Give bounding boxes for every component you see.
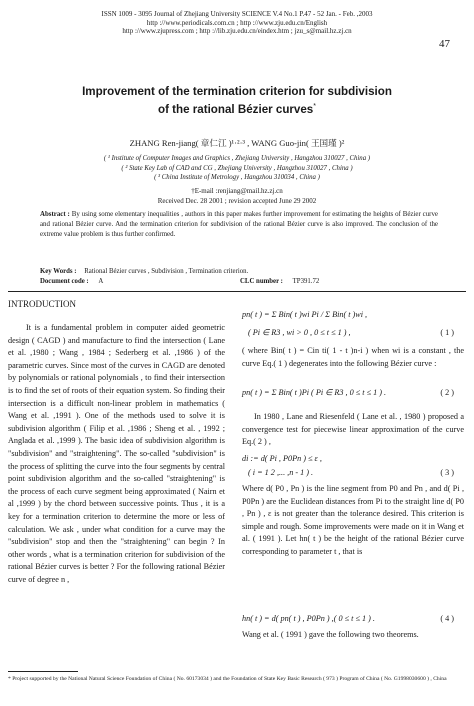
right-column [242, 299, 464, 669]
journal-urls-1: http ://www.periodicals.com.cn ; http ://www.zju.edu.cn/English [146, 18, 328, 27]
journal-urls-2: http ://www.zjupress.com ; http ://lib.zju.edu.cn/eindex.htm ; jzu_s@mail.hz.zj.cn [122, 27, 352, 35]
equation-4: hn( t ) = d( pn( t ) , P0Pn ) ,( 0 ≤ t ≤ 1 ) . [242, 614, 375, 623]
email: †E-mail :renjiang@mail.hz.zj.cn [191, 187, 283, 195]
affiliation-block [0, 154, 474, 183]
author-list: ZHANG Ren-jiang( 章仁江 )¹·²·³ , WANG Guo-jin( 王国瑾 )² [129, 138, 345, 148]
keywords-line [40, 268, 248, 275]
equation-1-line-1: pn( t ) = Σ Bin( t )wi Pi / Σ Bin( t )wi , [242, 310, 368, 319]
section-heading-introduction: INTRODUCTION [8, 299, 76, 309]
paragraph-lane-riesenfeld: In 1980 , Lane and Riesenfeld ( Lane et al. , 1980 ) proposed a convergence test for piecewise linear approximation of the curve Eq.( 2 ) , [242, 412, 464, 447]
journal-header [0, 10, 474, 36]
document-code-line [40, 278, 103, 285]
doccode-value: A [98, 278, 104, 285]
keywords-text: Rational Bézier curves , Subdivision , Termination criterion. [84, 268, 249, 275]
abstract-text: By using some elementary inequalities , authors in this paper makes further improvement for estimating the heights of Bézier curve and rational Bézier curve. And the termination criterion for subdivision of the rational Bézier curve is also improved. The conclusion of the extreme value problem is thus further confirmed. [40, 211, 438, 238]
doccode-label: Document code : [40, 278, 89, 285]
equation-1-line-2: ( Pi ∈ R3 , wi > 0 , 0 ≤ t ≤ 1 ) , [248, 328, 351, 337]
footnote: * Project supported by the National Natural Science Foundation of China ( No. 60173034 ) and the Foundation of State Key Basic Research ( 973 ) Program of China ( No. G1998030600 ) , China [8, 676, 447, 682]
page-number: 47 [439, 38, 450, 50]
equation-4-number: ( 4 ) [440, 614, 454, 623]
title-line-2: of the rational Bézier curves* [157, 102, 316, 116]
affiliation-3: ( ³ China Institute of Metrology , Hangzhou 310034 , China ) [154, 174, 320, 181]
keywords-label: Key Words : [40, 268, 77, 275]
clc-value: TP391.72 [292, 278, 320, 285]
paragraph-bezier-degenerate: ( where Bin( t ) = Cin ti( 1 - t )n-i ) when wi is a constant , the curve Eq.( 1 ) degenerates into the following Bézier curve : [242, 346, 464, 368]
paper-title [0, 84, 474, 117]
equation-3-line-1: di := d( Pi , P0Pn ) ≤ ε , [242, 454, 322, 463]
journal-citation: ISSN 1009 - 3095 Journal of Zhejiang University SCIENCE V.4 No.1 P.47 - 52 Jan. - Feb. ,2003 [101, 10, 373, 18]
title-footnote-mark: * [313, 103, 316, 110]
footnote-rule [8, 671, 78, 672]
clc-label: CLC number : [240, 278, 283, 285]
paragraph-theorems: Wang et al. ( 1991 ) gave the following two theorems. [242, 630, 419, 639]
received-date: Received Dec. 28 2001 ; revision accepted June 29 2002 [157, 197, 317, 205]
clc-line [240, 278, 319, 285]
equation-1-number: ( 1 ) [440, 328, 454, 337]
affiliation-1: ( ¹ Institute of Computer Images and Graphics , Zhejiang University , Hangzhou 310027 , China ) [103, 155, 371, 162]
abstract [40, 210, 438, 239]
equation-2-number: ( 2 ) [440, 388, 454, 397]
paragraph-criterion: Where d( P0 , Pn ) is the line segment from P0 and Pn , and d( Pi , P0Pn ) are the Euclidean distances from Pi to the straight line d( P0 , Pn ) , ε is not greater than the tolerance desired. This criterion is simple and rough. Some improvements were made on it in Wang et al. ( 1991 ). Let hn( t ) be the height of the rational Bézier curve corresponding to parameter t , that is [242, 484, 464, 556]
header-rule [8, 291, 466, 292]
affiliation-2: ( ² State Key Lab of CAD and CG , Zhejiang University , Hangzhou 310027 , China ) [121, 164, 353, 172]
equation-2: pn( t ) = Σ Bin( t )Pi ( Pi ∈ R3 , 0 ≤ t ≤ 1 ) . [242, 388, 387, 397]
intro-paragraph: It is a fundamental problem in computer aided geometric design ( CAGD ) and manufacture to find the intersection ( Lane et al. ,1980 ; Wang , 1984 ; Sederberg et al. ,1986 ) of the parametric curves. Since most of the curves in CAGD are denoted by polynomials or rational polynomials , to find their intersection is to find the set of roots of their equation system. So finding their intersection is a difficult non-linear problem in mathematics ( Wang et al. ,1991 ). One of the methods used to solve it is subdivision algorithm ( Filip et al. ,1986 ; Sheng et al. , 1992 ; Anglada et al. ,1999 ). The basic idea of subdivision algorithm is "subdivision" and "straightening". The so-called "subdivision" is the process of splitting the curve into the four segments by central point subdivision algorithm and the so-called "straightening" is the process of each curve segment being approximated ( Nairn et al ,1999 ) by the chord between successive points. Thus , it is a key for a termination criterion to determine the more or less of calculation. We ask , under what condition for a curve may the "subdivision" stop and then the "straightening" can begin ? In other words , what is a termination criterion for subdivision of the rational Bézier curves is better ? For the following rational Bézier curve of degree n , [8, 323, 225, 584]
abstract-label: Abstract : [40, 211, 70, 218]
equation-3-line-2: ( i = 1 2 ,... ,n - 1 ) . [248, 468, 314, 477]
equation-3-number: ( 3 ) [440, 468, 454, 477]
title-line-1: Improvement of the termination criterion for subdivision [82, 85, 392, 98]
